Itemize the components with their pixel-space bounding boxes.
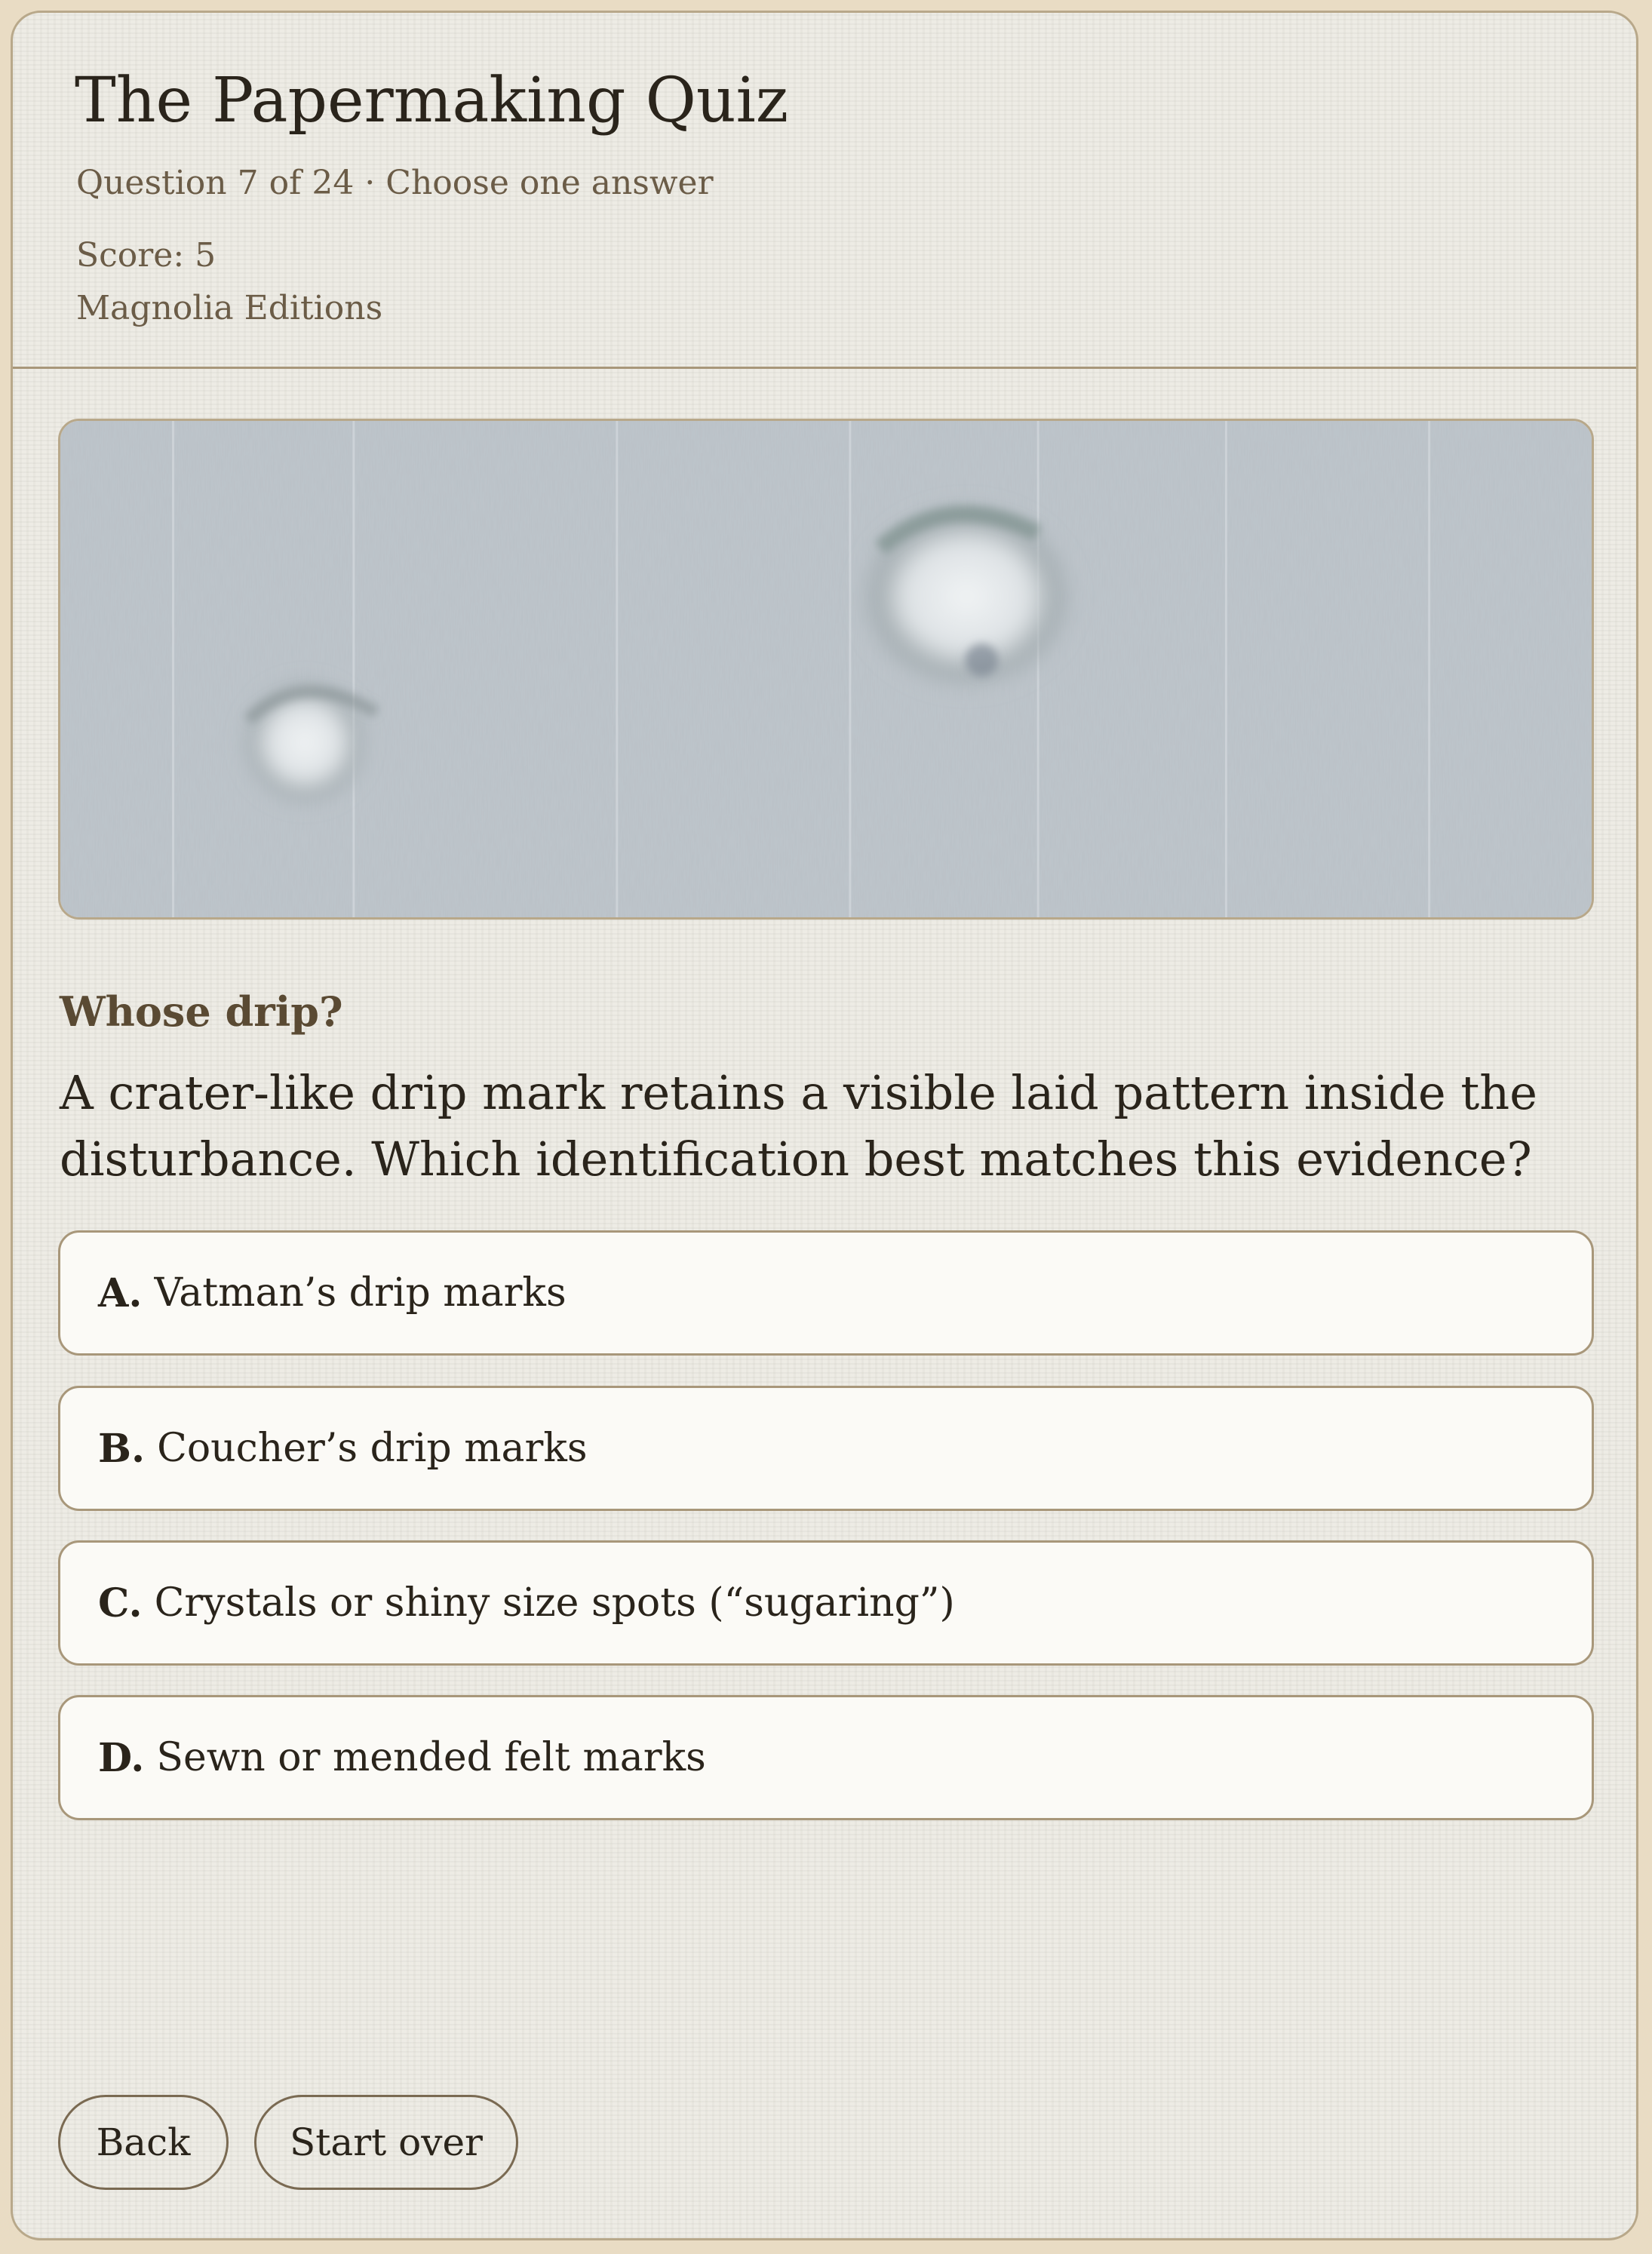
publisher-name: Magnolia Editions xyxy=(76,289,383,327)
evidence-image xyxy=(58,419,1594,920)
option-letter: A. xyxy=(98,1270,143,1316)
back-button[interactable]: Back xyxy=(58,2095,229,2190)
score-display: Score: 5 xyxy=(76,236,216,275)
option-label: Vatman’s drip marks xyxy=(154,1270,567,1316)
question-heading: Whose drip? xyxy=(60,987,343,1036)
question-progress: Question 7 of 24 · Choose one answer xyxy=(76,164,714,202)
quiz-title: The Papermaking Quiz xyxy=(75,65,789,137)
paper-drip-mark-photo xyxy=(60,421,1592,917)
quiz-header xyxy=(13,13,1636,369)
answer-option-d[interactable] xyxy=(58,1695,1594,1820)
option-label: Coucher’s drip marks xyxy=(157,1426,588,1471)
option-letter: D. xyxy=(98,1734,145,1781)
answer-option-a[interactable] xyxy=(58,1230,1594,1356)
option-letter: B. xyxy=(98,1425,146,1472)
question-text: A crater-like drip mark retains a visible laid pattern inside the disturbance. Which identification best matches this evidence? xyxy=(60,1065,1537,1187)
option-letter: C. xyxy=(98,1580,143,1626)
answer-option-b[interactable] xyxy=(58,1386,1594,1511)
option-label: Sewn or mended felt marks xyxy=(156,1735,706,1780)
start-over-button[interactable]: Start over xyxy=(254,2095,518,2190)
quiz-card xyxy=(11,11,1638,2240)
option-label: Crystals or shiny size spots (“sugaring”) xyxy=(154,1580,955,1626)
answer-option-c[interactable] xyxy=(58,1540,1594,1666)
